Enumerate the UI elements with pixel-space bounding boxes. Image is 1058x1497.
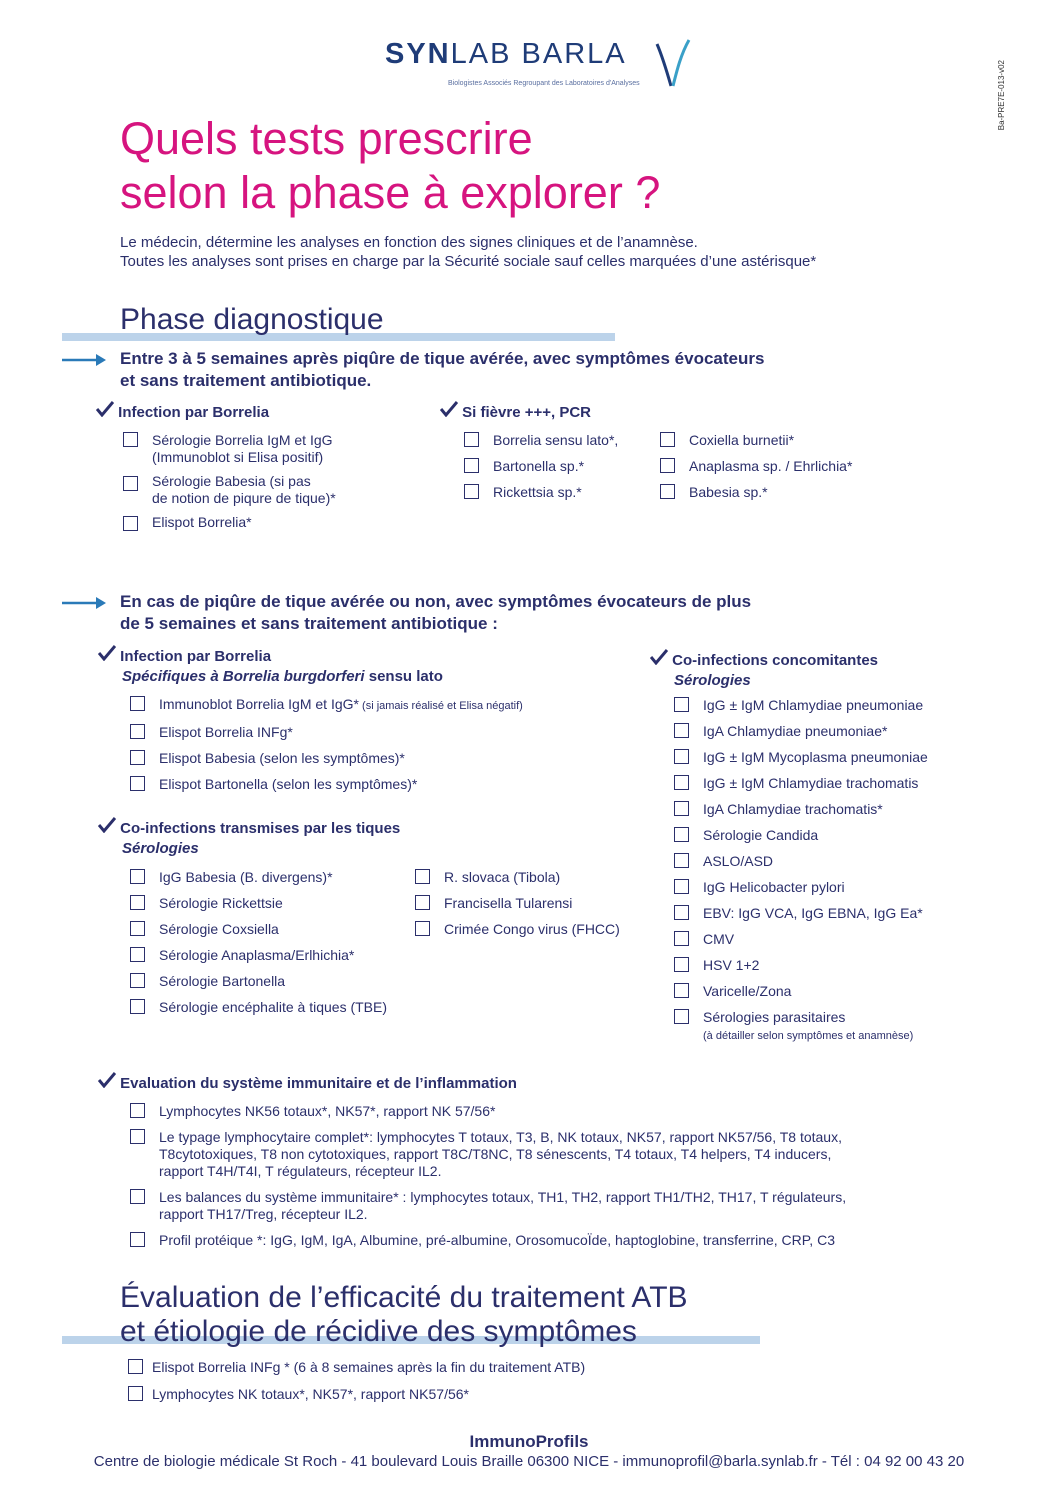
checkbox[interactable] [674, 905, 689, 920]
checkbox[interactable] [464, 484, 479, 499]
checkbox[interactable] [415, 869, 430, 884]
section-title-evaluation: Évaluation de l’efficacité du traitement ATB et étiologie de récidive des symptômes [120, 1281, 688, 1348]
group-4-col1 [130, 869, 410, 1016]
list-item[interactable]: Lymphocytes NK56 totaux*, NK57*, rapport NK 57/56* [130, 1103, 930, 1120]
list-item[interactable]: CMV [674, 931, 974, 948]
checkbox[interactable] [130, 724, 145, 739]
group-6-list [130, 1103, 930, 1249]
list-item[interactable]: Elispot Babesia (selon les symptômes)* [130, 750, 600, 767]
list-item[interactable]: Crimée Congo virus (FHCC) [415, 921, 655, 938]
checkbox[interactable] [130, 947, 145, 962]
list-item[interactable]: Sérologies parasitaires (à détailler selon symptômes et anamnèse) [674, 1009, 974, 1045]
group-4-col2 [415, 869, 655, 938]
checkbox[interactable] [464, 432, 479, 447]
group-infection-borrelia: Infection par Borrelia [96, 401, 269, 423]
list-item[interactable]: IgG Helicobacter pylori [674, 879, 974, 896]
list-item[interactable]: Elispot Borrelia INFg* [130, 724, 600, 741]
list-item[interactable]: HSV 1+2 [674, 957, 974, 974]
checkbox[interactable] [674, 697, 689, 712]
pcr-list-col2 [660, 432, 890, 501]
list-item[interactable]: Sérologie Candida [674, 827, 974, 844]
checkbox[interactable] [130, 1103, 145, 1118]
checkbox[interactable] [674, 723, 689, 738]
section-title-diagnostic: Phase diagnostique [120, 303, 384, 336]
checkmark-icon [98, 817, 116, 833]
checkbox[interactable] [130, 696, 145, 711]
footer-contact: Centre de biologie médicale St Roch - 41 boulevard Louis Braille 06300 NICE - immunoprofil@barla.synlab.fr - Tél : 04 92 00 43 20 [93, 1453, 965, 1470]
checkbox[interactable] [130, 1189, 145, 1204]
group-coinfections-tiques: Co-infections transmises par les tiques Sérologies [98, 817, 400, 859]
list-item[interactable]: Elispot Borrelia INFg * (6 à 8 semaines après la fin du traitement ATB) [128, 1359, 828, 1376]
checkbox[interactable] [123, 432, 138, 447]
list-item[interactable]: IgG Babesia (B. divergens)* [130, 869, 410, 886]
group-pcr: Si fièvre +++, PCR [440, 401, 591, 423]
page-title: Quels tests prescrire selon la phase à explorer ? [120, 113, 661, 218]
list-item[interactable]: Lymphocytes NK totaux*, NK57*, rapport NK57/56* [128, 1386, 828, 1403]
group-5-list [674, 697, 974, 1045]
checkbox[interactable] [674, 827, 689, 842]
group-3-list [130, 696, 600, 793]
list-item[interactable]: R. slovaca (Tibola) [415, 869, 655, 886]
list-item[interactable]: Coxiella burnetii* [660, 432, 890, 449]
checkbox[interactable] [674, 931, 689, 946]
checkmark-icon [96, 401, 114, 417]
checkbox[interactable] [128, 1386, 143, 1401]
list-item[interactable]: Rickettsia sp.* [464, 484, 654, 501]
checkbox[interactable] [415, 921, 430, 936]
checkbox[interactable] [130, 750, 145, 765]
pcr-list-col1 [464, 432, 654, 501]
checkbox[interactable] [674, 749, 689, 764]
checkmark-icon [650, 649, 668, 665]
checkmark-icon [98, 1072, 116, 1088]
list-item[interactable]: Babesia sp.* [660, 484, 890, 501]
list-item[interactable]: Sérologie Borrelia IgM et IgG (Immunoblot si Elisa positif) [123, 432, 403, 466]
checkbox[interactable] [130, 869, 145, 884]
checkbox[interactable] [128, 1359, 143, 1374]
list-item[interactable]: Varicelle/Zona [674, 983, 974, 1000]
checkbox[interactable] [674, 775, 689, 790]
checkbox[interactable] [130, 1232, 145, 1247]
checkbox[interactable] [464, 458, 479, 473]
synlab-barla-logo [385, 38, 705, 98]
group-infection-borrelia-2: Infection par Borrelia Spécifiques à Borrelia burgdorferi sensu lato [98, 645, 443, 687]
checkbox[interactable] [674, 801, 689, 816]
list-item[interactable]: ASLO/ASD [674, 853, 974, 870]
list-item[interactable]: IgA Chlamydiae trachomatis* [674, 801, 974, 818]
lead-phase-1: Entre 3 à 5 semaines après piqûre de tique avérée, avec symptômes évocateurs et sans traitement antibiotique. [120, 349, 765, 390]
checkbox[interactable] [123, 516, 138, 531]
list-item[interactable]: Sérologie Coxsiella [130, 921, 410, 938]
checkbox[interactable] [674, 879, 689, 894]
list-item[interactable]: Elispot Borrelia* [123, 514, 403, 531]
checkbox[interactable] [674, 957, 689, 972]
list-item[interactable]: Sérologie Anaplasma/Erlhichia* [130, 947, 410, 964]
checkbox[interactable] [123, 476, 138, 491]
list-item[interactable]: Immunoblot Borrelia IgM et IgG* (si jamais réalisé et Elisa négatif) [130, 696, 600, 715]
list-item[interactable]: Le typage lymphocytaire complet*: lymphocytes T totaux, T3, B, NK totaux, NK57, rapport NK57/56, T8 totaux, T8cytotoxiques, T8 non cytotoxiques, rapport T8C/T8NC, T8 sénescents, T4 totaux, T4 helpers, T4 inducers, rapport T4H/T4I, T régulateurs, récepteur IL2. [130, 1129, 930, 1180]
checkbox[interactable] [674, 983, 689, 998]
checkbox[interactable] [130, 776, 145, 791]
arrow-icon [62, 596, 106, 610]
logo-tagline: Biologistes Associés Regroupant des Laboratoires d'Analyses [448, 80, 640, 87]
list-item[interactable]: EBV: IgG VCA, IgG EBNA, IgG Ea* [674, 905, 974, 922]
checkbox[interactable] [415, 895, 430, 910]
list-item[interactable]: IgG ± IgM Chlamydiae trachomatis [674, 775, 974, 792]
list-item[interactable]: Anaplasma sp. / Ehrlichia* [660, 458, 890, 475]
group-1-list [123, 432, 403, 531]
intro-text: Le médecin, détermine les analyses en fonction des signes cliniques et de l’anamnèse. Toutes les analyses sont prises en charge par la Sécurité sociale sauf celles marquées d’une astérisque* [120, 234, 817, 270]
list-item[interactable]: Borrelia sensu lato*, [464, 432, 654, 449]
checkbox[interactable] [130, 895, 145, 910]
list-item[interactable]: IgG ± IgM Mycoplasma pneumoniae [674, 749, 974, 766]
checkbox[interactable] [130, 973, 145, 988]
document-reference: Ba-PRE7E-013-v02 [997, 60, 1006, 131]
group-systeme-immunitaire: Evaluation du système immunitaire et de l’inflammation [98, 1072, 517, 1094]
checkbox[interactable] [660, 432, 675, 447]
checkmark-icon [98, 645, 116, 661]
checkmark-icon [440, 401, 458, 417]
list-item[interactable]: Sérologie encéphalite à tiques (TBE) [130, 999, 410, 1016]
lead-phase-2: En cas de piqûre de tique avérée ou non, avec symptômes évocateurs de plus de 5 semaines et sans traitement antibiotique : [120, 592, 752, 633]
checkbox[interactable] [660, 458, 675, 473]
logo-mark-icon [653, 38, 693, 90]
list-item[interactable]: Sérologie Rickettsie [130, 895, 410, 912]
checkbox[interactable] [130, 999, 145, 1014]
list-item[interactable]: IgA Chlamydiae pneumoniae* [674, 723, 974, 740]
checkbox[interactable] [674, 853, 689, 868]
evaluation-list [128, 1359, 828, 1403]
list-item[interactable]: IgG ± IgM Chlamydiae pneumoniae [674, 697, 974, 714]
checkbox[interactable] [660, 484, 675, 499]
list-item[interactable]: Profil protéique *: IgG, IgM, IgA, Albumine, pré-albumine, OrosomucoÏde, haptoglobine, transferrine, CRP, C3 [130, 1232, 930, 1249]
footer-title: ImmunoProfils [469, 1432, 589, 1451]
list-item[interactable]: Sérologie Bartonella [130, 973, 410, 990]
list-item[interactable]: Bartonella sp.* [464, 458, 654, 475]
checkbox[interactable] [674, 1009, 689, 1024]
list-item[interactable]: Les balances du système immunitaire* : lymphocytes totaux, TH1, TH2, rapport TH1/TH2, TH17, T régulateurs, rapport TH17/Treg, récepteur IL2. [130, 1189, 930, 1223]
checkbox[interactable] [130, 921, 145, 936]
list-item[interactable]: Sérologie Babesia (si pas de notion de piqure de tique)* [123, 473, 403, 507]
logo-text: SYNLAB BARLA [385, 38, 627, 70]
group-coinfections-concomitantes: Co-infections concomitantes Sérologies [650, 649, 878, 691]
checkbox[interactable] [130, 1129, 145, 1144]
list-item[interactable]: Elispot Bartonella (selon les symptômes)* [130, 776, 600, 793]
arrow-icon [62, 353, 106, 367]
list-item[interactable]: Francisella Tularensi [415, 895, 655, 912]
